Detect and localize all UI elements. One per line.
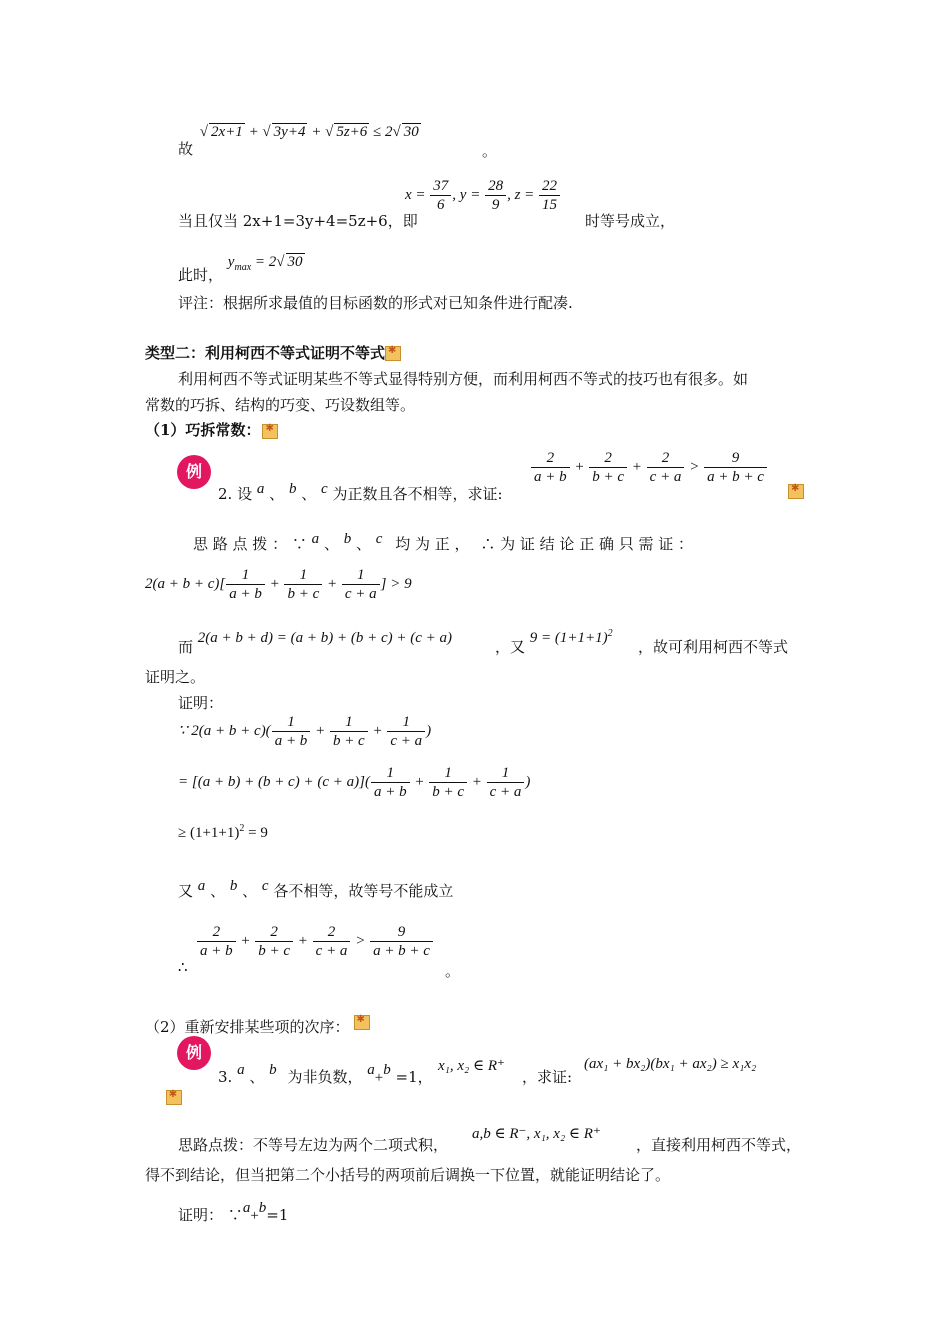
- line1-formula: √ 2x+1 + √ 3y+4 + √ 5z+6 ≤ 2√ 30: [199, 124, 419, 140]
- proof-label: 证明：: [178, 694, 224, 712]
- proof-line-1: ∵ 2(a + b + c)( $\frac{1}{a + b}$ + $\frac{1}{b + c}$ + $\frac{1}{c + a}$ ): [178, 714, 432, 749]
- example-3-set: x₁, x₂ ∈ R⁺: [438, 1058, 505, 1074]
- example-2-text: 2. 设 a 、 b 、 c 为正数且各不相等，求证:: [218, 481, 503, 503]
- intro-line-2: 常数的巧拆、结构的巧变、巧设数组等。: [145, 396, 416, 414]
- line-2: [178, 210, 418, 231]
- line2-text: 当且仅当 2x+1=3y+4=5z+6，即: [178, 212, 418, 230]
- hint-3: 思路点拨：不等号左边为两个二项式积，: [178, 1136, 449, 1154]
- star-icon[interactable]: [385, 346, 401, 361]
- subsection-1: （1）巧拆常数：✱: [145, 419, 278, 440]
- prove-it: 证明之。: [145, 668, 206, 686]
- line3-prefix: 此时，: [178, 266, 224, 284]
- comment: 评注：根据所求最值的目标函数的形式对已知条件进行配凑.: [178, 294, 573, 312]
- line1-end: 。: [482, 142, 498, 160]
- hint-2: 思 路 点 拨 ： ∵ a 、 b 、 c 均 为 正 ， ∴ 为 证 结 论 正 确 只 需 证 ：: [193, 531, 694, 553]
- conclusion-end: 。: [445, 962, 461, 980]
- conclusion-formula: $\frac{2}{a + b}$ + $\frac{2}{b + c}$ + $\frac{2}{c + a}$ > $\frac{9}{a + b + c}$: [196, 923, 434, 960]
- also-line: 又 a 、 b 、 c 各不相等，故等号不能成立: [178, 878, 454, 900]
- line1-prefix: 故: [178, 140, 194, 158]
- example-badge: 例: [177, 1036, 211, 1070]
- line-3: [178, 250, 305, 284]
- star-icon[interactable]: [354, 1015, 370, 1030]
- hint-2-formula: 2(a + b + c)[ $\frac{1}{a + b}$ + $\frac{1}{b + c}$ + $\frac{1}{c + a}$ ] > 9: [145, 567, 412, 602]
- example-badge: 例: [177, 455, 211, 489]
- hint-3-math: a,b ∈ R⁻, x₁, x₂ ∈ R⁺: [472, 1126, 601, 1142]
- star-icon[interactable]: [788, 484, 804, 499]
- example-3-text: 3. a 、 b 为非负数， a+b =1，: [218, 1062, 433, 1086]
- example-2-formula: $\frac{2}{a + b}$ + $\frac{2}{b + c}$ + $\frac{2}{c + a}$ > $\frac{9}{a + b + c}$: [530, 449, 768, 486]
- proof-final: 证明： ∵a+b=1: [178, 1200, 289, 1224]
- intro-line-1: 利用柯西不等式证明某些不等式显得特别方便，而利用柯西不等式的技巧也有很多。如: [178, 370, 749, 388]
- proof-line-2: = [(a + b) + (b + c) + (c + a)]( $\frac{1}{a + b}$ + $\frac{1}{b + c}$ + $\frac{1}{c + a}$ ): [178, 765, 531, 800]
- star-icon[interactable]: [166, 1090, 182, 1105]
- proof-line-3: ≥ $(1+1+1)^2 = 9$: [178, 823, 268, 841]
- subsection-2: （2）重新安排某些项的次序：✱: [145, 1016, 370, 1037]
- example-3-prove: ，求证:: [522, 1068, 573, 1086]
- line3-ymax: $y_{max} = 2√$ 30: [227, 254, 303, 273]
- line2-formula: x = $\frac{37}{6}$ , y = $\frac{28}{9}$ , z = $\frac{22}{15}$: [405, 177, 561, 214]
- line2-after: 时等号成立，: [585, 212, 676, 230]
- section-title: 类型二：利用柯西不等式证明不等式✱: [145, 342, 401, 363]
- star-icon[interactable]: [262, 424, 278, 439]
- hint-3-line-2: 得不到结论，但当把第二个小括号的两项前后调换一下位置，就能证明结论了。: [145, 1166, 671, 1184]
- line-1: [178, 124, 421, 158]
- er-line-mid: ，又 $9 = (1+1+1)^2$: [495, 628, 613, 656]
- therefore-symbol: ∴: [178, 958, 188, 976]
- hint-3-end: ，直接利用柯西不等式，: [636, 1136, 802, 1154]
- example-3-claim: (ax₁ + bx₂)(bx₁ + ax₂) ≥ x₁x₂: [584, 1056, 757, 1072]
- er-line-end: ，故可利用柯西不等式: [638, 638, 789, 656]
- er-line: 而 2(a + b + d) = (a + b) + (b + c) + (c + a): [178, 630, 453, 656]
